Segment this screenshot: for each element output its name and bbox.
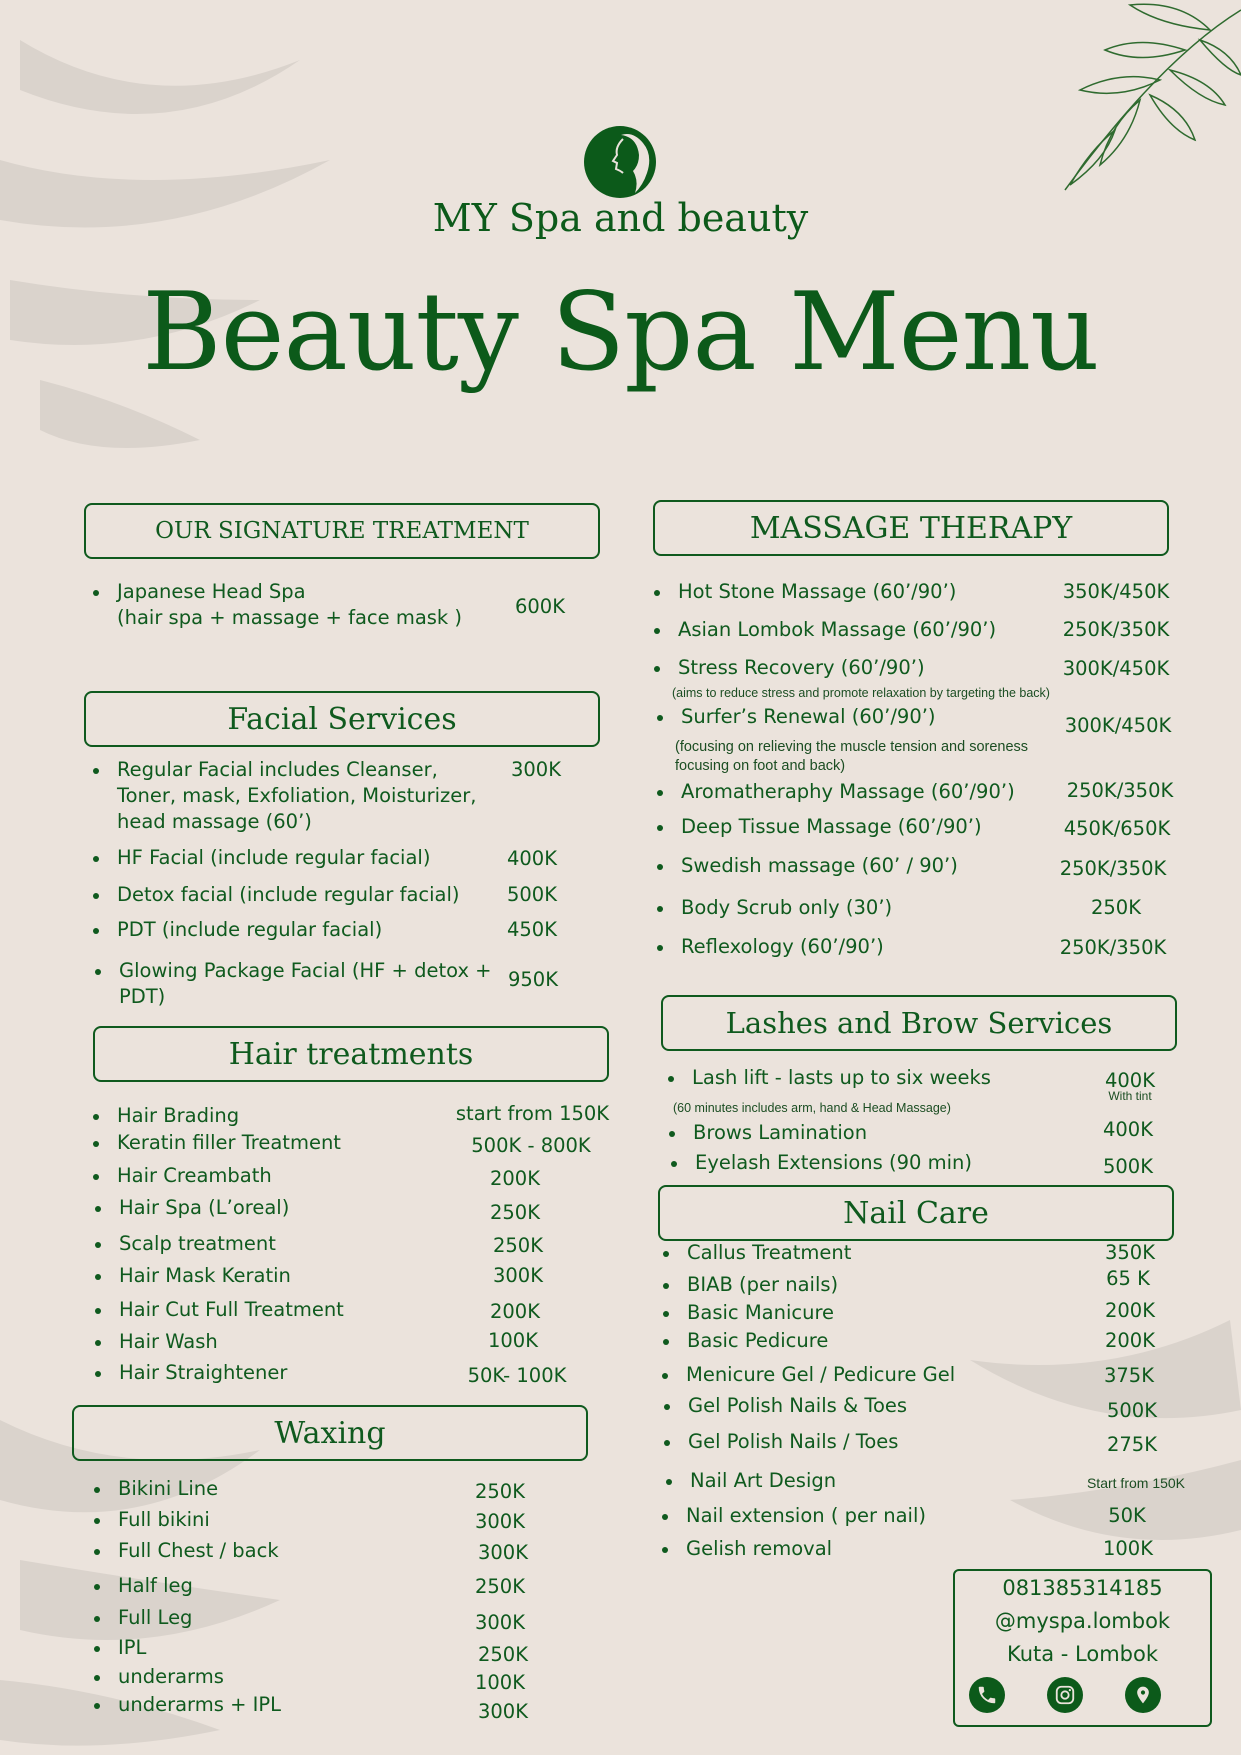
menu-item: Aromatheraphy Massage (60’/90’): [681, 779, 1015, 805]
menu-price: 300K: [477, 1700, 528, 1723]
menu-item: Lash lift - lasts up to six weeks: [692, 1065, 991, 1091]
menu-price: 50K: [1108, 1504, 1146, 1527]
menu-item: Nail Art Design: [690, 1468, 836, 1494]
menu-price: 300K: [477, 1541, 528, 1564]
menu-item: Stress Recovery (60’/90’): [678, 655, 925, 681]
menu-item: Hair Brading: [117, 1103, 239, 1129]
menu-item: Half leg: [118, 1573, 193, 1599]
instagram-handle: @myspa.lombok: [994, 1609, 1171, 1633]
menu-item: Surfer’s Renewal (60’/90’): [681, 704, 936, 730]
menu-item: Full Leg: [118, 1605, 192, 1631]
section-heading-facial: Facial Services: [84, 691, 600, 747]
menu-price: 250K: [474, 1575, 525, 1598]
menu-item: Reflexology (60’/90’): [681, 934, 884, 960]
menu-item: Keratin filler Treatment: [117, 1130, 341, 1156]
menu-price: 250K/350K: [1059, 936, 1167, 959]
menu-price: Start from 150K: [1086, 1475, 1186, 1491]
menu-price: 500K: [1106, 1399, 1157, 1422]
menu-item: Detox facial (include regular facial): [117, 882, 460, 908]
menu-price: 300K/450K: [1064, 714, 1172, 737]
menu-price: 950K: [507, 968, 558, 991]
menu-item: Full Chest / back: [118, 1538, 279, 1564]
menu-item: Hot Stone Massage (60’/90’): [678, 579, 956, 605]
menu-price: 600K: [514, 595, 565, 618]
menu-price: 300K: [492, 1264, 543, 1287]
menu-item: Regular Facial includes Cleanser, Toner, mask, Exfoliation, Moisturizer, head massage (60’): [117, 757, 477, 835]
menu-price: 300K: [474, 1611, 525, 1634]
menu-item: Hair Creambath: [117, 1163, 272, 1189]
menu-price: 275K: [1106, 1433, 1157, 1456]
menu-item: Deep Tissue Massage (60’/90’): [681, 814, 982, 840]
menu-item: Gelish removal: [686, 1536, 832, 1562]
menu-price: 500K: [1102, 1155, 1153, 1178]
menu-item: Gel Polish Nails / Toes: [688, 1429, 898, 1455]
menu-item: Hair Spa (L’oreal): [119, 1195, 289, 1221]
section-heading-massage: MASSAGE THERAPY: [653, 500, 1169, 556]
menu-price: 250K: [1090, 896, 1141, 919]
brand-name: MY Spa and beauty: [432, 196, 809, 240]
menu-price: 100K: [474, 1671, 525, 1694]
menu-item: Gel Polish Nails & Toes: [688, 1393, 907, 1419]
menu-item: Full bikini: [118, 1507, 210, 1533]
section-heading-lashes: Lashes and Brow Services: [661, 995, 1177, 1051]
instagram-icon[interactable]: [1047, 1677, 1083, 1713]
menu-item: Glowing Package Facial (HF + detox + PDT): [119, 958, 492, 1010]
menu-item: Eyelash Extensions (90 min): [695, 1150, 972, 1176]
menu-price: 400K: [1104, 1069, 1155, 1092]
menu-item: Brows Lamination: [693, 1120, 867, 1146]
menu-item: Hair Cut Full Treatment: [119, 1297, 344, 1323]
menu-item: Nail extension ( per nail): [686, 1503, 926, 1529]
menu-item: HF Facial (include regular facial): [117, 845, 430, 871]
menu-price: 350K/450K: [1062, 580, 1170, 603]
menu-price: 50K- 100K: [467, 1364, 567, 1387]
menu-price: 250K: [489, 1201, 540, 1224]
price-note: With tint: [1108, 1089, 1152, 1103]
menu-price: 250K/350K: [1066, 779, 1174, 802]
location-pin-icon[interactable]: [1125, 1677, 1161, 1713]
menu-price: 450K: [506, 918, 557, 941]
menu-item: Menicure Gel / Pedicure Gel: [686, 1362, 955, 1388]
menu-item: Body Scrub only (30’): [681, 895, 892, 921]
section-heading-signature: OUR SIGNATURE TREATMENT: [84, 503, 600, 559]
menu-price: 250K/350K: [1059, 857, 1167, 880]
menu-item: underarms: [118, 1664, 224, 1690]
menu-price: start from 150K: [455, 1102, 610, 1125]
menu-item: Scalp treatment: [119, 1231, 276, 1257]
menu-item: Asian Lombok Massage (60’/90’): [678, 617, 996, 643]
menu-price: 200K: [489, 1167, 540, 1190]
contact-box: [953, 1569, 1212, 1727]
menu-item: Hair Wash: [119, 1329, 218, 1355]
menu-item: PDT (include regular facial): [117, 917, 382, 943]
menu-price: 250K/350K: [1062, 618, 1170, 641]
location-text: Kuta - Lombok: [1006, 1642, 1159, 1666]
menu-price: 400K: [506, 847, 557, 870]
menu-price: 200K: [489, 1300, 540, 1323]
menu-price: 450K/650K: [1063, 817, 1171, 840]
page-title: Beauty Spa Menu: [142, 270, 1099, 395]
leaf-branch-decoration: [1010, 0, 1241, 200]
section-heading-nails: Nail Care: [658, 1185, 1174, 1241]
menu-price: 300K: [510, 758, 561, 781]
menu-item: Japanese Head Spa (hair spa + massage + face mask ): [117, 579, 462, 631]
menu-item: IPL: [118, 1635, 146, 1661]
menu-price: 375K: [1103, 1364, 1154, 1387]
phone-number: 081385314185: [1002, 1576, 1163, 1600]
menu-price: 200K: [1104, 1329, 1155, 1352]
menu-price: 100K: [487, 1329, 538, 1352]
menu-item: underarms + IPL: [118, 1692, 281, 1718]
menu-item: Bikini Line: [118, 1476, 218, 1502]
menu-item: Swedish massage (60’ / 90’): [681, 853, 958, 879]
menu-item: Basic Manicure: [687, 1300, 834, 1326]
menu-price: 250K: [474, 1480, 525, 1503]
section-heading-hair: Hair treatments: [93, 1026, 609, 1082]
menu-price: 250K: [492, 1234, 543, 1257]
section-heading-waxing: Waxing: [72, 1405, 588, 1461]
woman-face-logo-icon: [583, 125, 657, 199]
menu-price: 200K: [1104, 1299, 1155, 1322]
menu-price: 400K: [1102, 1118, 1153, 1141]
phone-icon[interactable]: [969, 1677, 1005, 1713]
menu-price: 300K: [474, 1510, 525, 1533]
menu-price: 350K: [1104, 1241, 1155, 1264]
menu-price: 65 K: [1106, 1267, 1150, 1290]
menu-price: 250K: [477, 1643, 528, 1666]
menu-price: 500K - 800K: [471, 1134, 591, 1157]
menu-item: Hair Straightener: [119, 1360, 287, 1386]
item-note: (focusing on relieving the muscle tension and soreness focusing on foot and back): [675, 739, 1029, 774]
item-note: (60 minutes includes arm, hand & Head Massage): [673, 1101, 951, 1115]
menu-item: Callus Treatment: [687, 1240, 851, 1266]
menu-price: 100K: [1102, 1537, 1153, 1560]
menu-item: Hair Mask Keratin: [119, 1263, 291, 1289]
menu-item: BIAB (per nails): [687, 1272, 838, 1298]
menu-item: Basic Pedicure: [687, 1328, 828, 1354]
palm-leaf-shadow-bottom-right: [930, 1300, 1241, 1600]
item-note: (aims to reduce stress and promote relaxation by targeting the back): [672, 686, 1050, 700]
menu-price: 300K/450K: [1062, 657, 1170, 680]
menu-price: 500K: [506, 883, 557, 906]
